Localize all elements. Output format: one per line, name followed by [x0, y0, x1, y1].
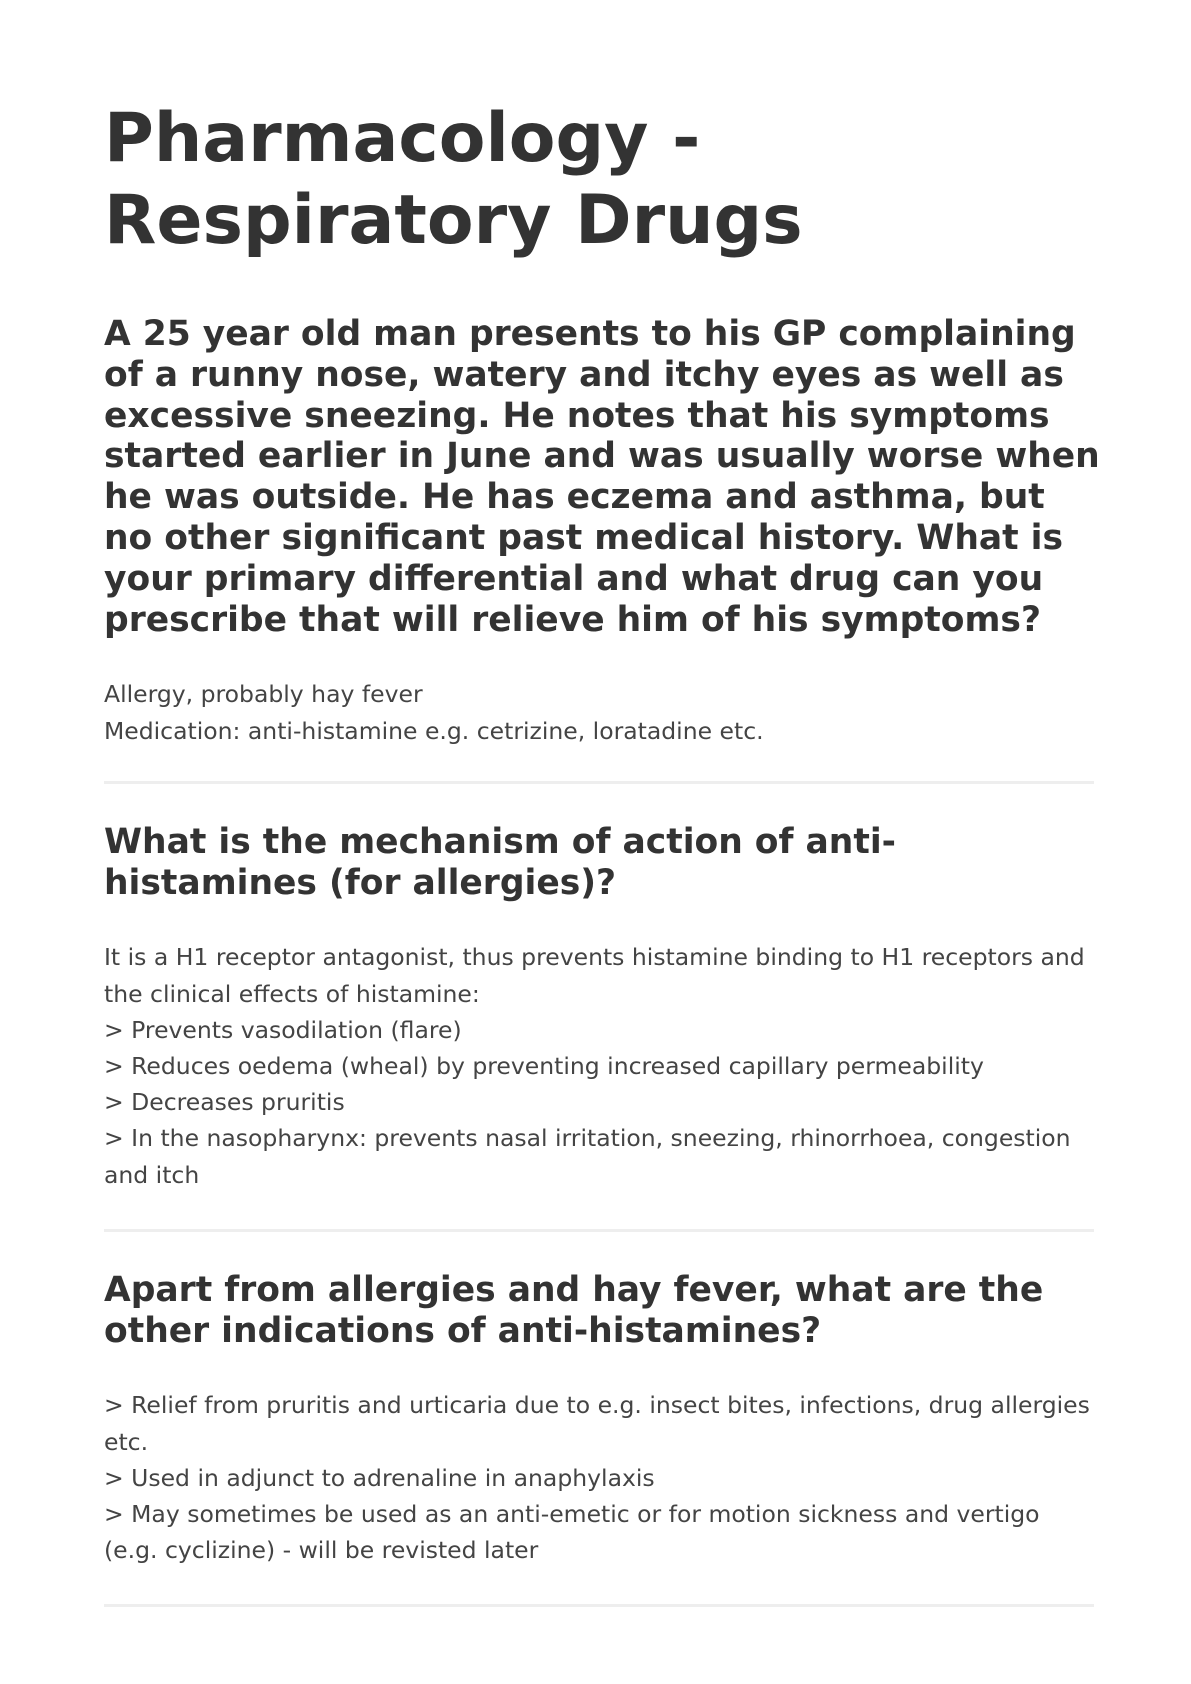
card-divider [104, 781, 1094, 784]
answer-line: It is a H1 receptor antagonist, thus prevents histamine binding to H1 receptors and the clinical effects of histamine: [104, 943, 1085, 1008]
card-question: Apart from allergies and hay fever, what are the other indications of anti-histamines? [104, 1269, 1044, 1351]
page-title [104, 98, 1094, 262]
card-answer [104, 939, 1094, 1192]
answer-line: > May sometimes be used as an anti-emetic or for motion sickness and vertigo (e.g. cyclizine) - will be revisted later [104, 1500, 1040, 1565]
answer-line: Medication: anti-histamine e.g. cetrizine, loratadine etc. [104, 716, 764, 745]
page-title-line-1: Pharmacology - [104, 99, 701, 178]
answer-line: Allergy, probably hay fever [104, 680, 423, 709]
card-question: What is the mechanism of action of anti-histamines (for allergies)? [104, 821, 897, 903]
answer-line: > Decreases pruritis [104, 1088, 345, 1117]
card-question: A 25 year old man presents to his GP complaining of a runny nose, watery and itchy eyes as well as excessive sneezing. He notes that his symptoms started earlier in June and was usually worse when he was outside. He has eczema and asthma, but no other significant past medical history. What is your primary differential and what drug can you prescribe that will relieve him of his symptoms? [104, 314, 1100, 640]
answer-line: > Used in adjunct to adrenaline in anaphylaxis [104, 1463, 655, 1492]
answer-line: > Prevents vasodilation (flare) [104, 1015, 462, 1044]
answer-line: > Reduces oedema (wheal) by preventing increased capillary permeability [104, 1051, 984, 1080]
page-title-line-2: Respiratory Drugs [104, 181, 803, 260]
answer-line: > Relief from pruritis and urticaria due to e.g. insect bites, infections, drug allergies etc. [104, 1391, 1090, 1456]
card-divider [104, 1604, 1094, 1607]
flashcard-3 [104, 1270, 1094, 1569]
answer-line: > In the nasopharynx: prevents nasal irritation, sneezing, rhinorrhoea, congestion and itch [104, 1124, 1071, 1189]
card-answer [104, 1387, 1094, 1568]
flashcard-2 [104, 822, 1094, 1193]
document-page [104, 98, 1100, 1607]
card-answer [104, 676, 1094, 748]
flashcard-1 [104, 314, 1100, 749]
card-divider [104, 1229, 1094, 1232]
